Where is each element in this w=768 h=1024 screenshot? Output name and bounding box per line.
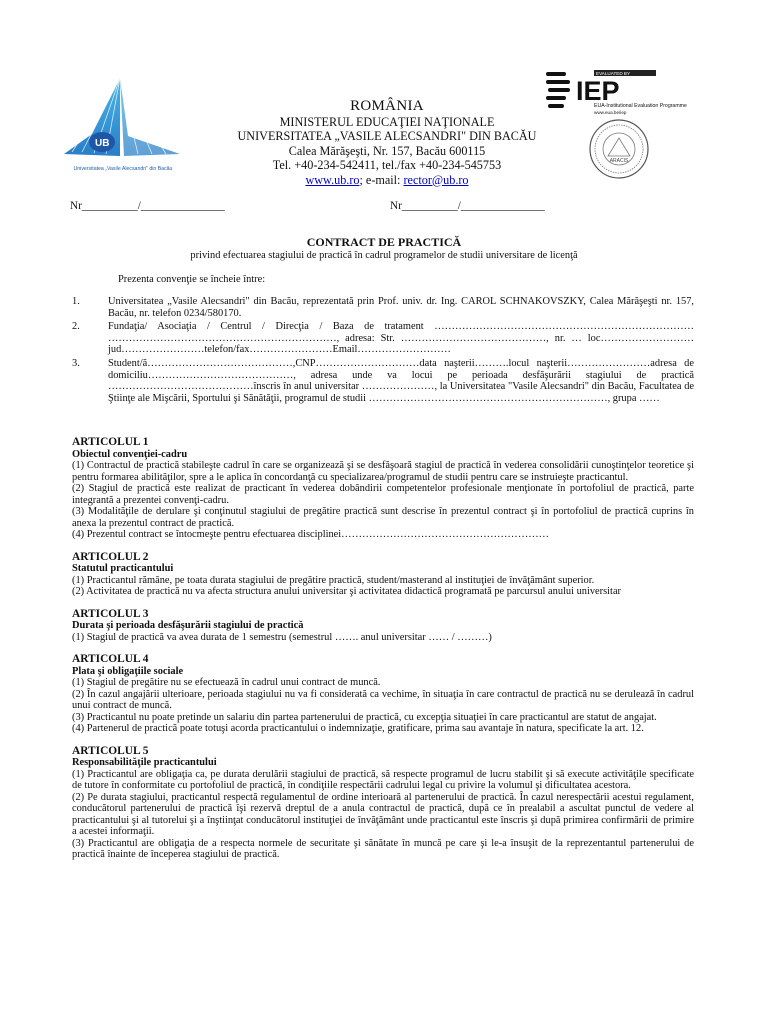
contract-title: CONTRACT DE PRACTICĂ <box>306 235 462 249</box>
university-address: Calea Mărăşeşti, Nr. 157, Bacău 600115 <box>288 143 486 158</box>
iep-brand-text: IEP <box>576 76 620 106</box>
party-text: Fundaţia/ Asociaţia / Centrul / Direcţia / Baza de tratament ………………………………………………………………… …………………………………………………………, adresa: Str. ……………………………………, nr. … loc………………………jud……………………telefon/fax……………………Email……………………… <box>108 321 694 356</box>
articles <box>72 436 694 871</box>
university-logo-caption: Universitatea „Vasile Alecsandri" din Bacău <box>73 166 173 172</box>
party-text: Universitatea „Vasile Alecsandri" din Bacău, reprezentată prin Prof. univ. dr. Ing. CAROL SCHNAKOVSZKY, Calea Mărăşeşti nr. 157, Bacău, nr. telefon 0234/580170. <box>108 296 694 319</box>
article-subtitle: Statutul practicantului <box>72 563 174 574</box>
party-text: Student/ă……………………………………,CNP…………………………data naşterii……….locul naşterii……………………adresa de domiciliu……………………………………, adresa unde va locui pe perioada desfăşurării stagiului de practică ……………………………………înscris în anul universitar …………………, la Universitatea "Vasile Alecsandri" din Bacău, Facultatea de Ştiinţe ale Mişcării, Sportului şi Sănătăţii, programul de studii ……………………………………………………………, grupa …… <box>108 357 694 404</box>
article-title: ARTICOLUL 2 <box>72 550 149 563</box>
university-phones: Tel. +40-234-542411, tel./fax +40-234-545753 <box>272 158 502 173</box>
ministry-name: MINISTERUL EDUCAŢIEI NAŢIONALE <box>279 115 495 129</box>
party-item <box>72 358 694 404</box>
article-subtitle: Responsabilităţile practicantului <box>72 757 217 768</box>
article-paragraph: (1) Stagiul de pregătire nu se efectuează în cadrul unui contract de muncă. <box>72 677 381 688</box>
article-5 <box>72 745 694 861</box>
seal-text: ARACIS <box>609 158 629 164</box>
party-number: 1. <box>72 296 80 307</box>
article-paragraph: (2) Stagiul de practică este realizat de practicant în vederea dobândirii competentelor profesionale menţionate în portofoliul de practică, parte integrantă a prezentei convenţi-cadru. <box>72 483 694 506</box>
party-number: 2. <box>72 321 80 333</box>
article-paragraph: (3) Practicantul are obligaţia de a respecta normele de securitate şi sănătate în muncă pe care şi le-a însuşit de la reprezentantul partenerului de practică înainte de începerea stagiului de practică. <box>72 837 694 860</box>
article-paragraph: (4) Partenerul de practică poate totuşi acorda practicantului o indemnizaţie, gratificare, prima sau avantaje în natura, specificate la art. 12. <box>72 723 644 734</box>
country-name: ROMÂNIA <box>350 98 424 114</box>
email-link[interactable]: rector@ub.ro <box>403 172 469 187</box>
party-item <box>72 296 694 319</box>
article-paragraph: (2) Pe durata stagiului, practicantul respectă regulamentul de ordine interioară al partenerului de practică. În cazul nerespectării acestui regulament, conducătorul partenerului de practică îşi rezervă dreptul de a anula contractul de practică, după ce în prealabil a ascultat punctul de vedere al practicantului şi al tutorelui şi a înştiinţat conducătorul instituţiei de învăţământ unde practicantul este înscris şi după primirea confirmării de primire a acestei informaţii. <box>72 791 694 837</box>
article-subtitle: Durata şi perioada desfăşurării stagiului de practică <box>72 620 304 631</box>
contract-subtitle: privind efectuarea stagiului de practică în cadrul programelor de studii universitare de licenţă <box>190 250 578 261</box>
article-paragraph: (1) Practicantul rămâne, pe toata durata stagiului de pregătire practică, student/masterand al instituţiei de învăţământ superior. <box>72 574 595 586</box>
article-paragraph: (1) Practicantul are obligaţia ca, pe durata derulării stagiului de practică, să respecte programul de lucru stabilit şi să execute activităţile specificate de tutore în conformitate cu portofoliul de practică, în condiţiile respectării cadrului legal cu privire la volumul şi dificultatea acestora. <box>72 768 694 791</box>
contact-line <box>190 173 584 187</box>
university-logo <box>62 76 184 178</box>
article-paragraph: (3) Modalităţile de derulare şi conţinutul stagiului de pregătire practică sunt descrise în prezentul contract şi în portofoliul de practică cuprins în anexa la prezentul contract de practică. <box>72 506 694 529</box>
article-title: ARTICOLUL 3 <box>72 607 149 620</box>
article-paragraph: (2) Activitatea de practică nu va afecta structura anului universitar şi activitatea didactică programată pe parcursul anului universitar <box>72 586 622 597</box>
article-subtitle: Plata şi obligaţiile sociale <box>72 665 184 677</box>
website-link[interactable]: www.ub.ro <box>305 172 360 187</box>
article-paragraph: (3) Practicantul nu poate pretinde un salariu din partea partenerului de practică, cu excepţia situaţiei în care practicantul are statut de angajat. <box>72 711 657 723</box>
article-paragraph: (1) Stagiul de practică va avea durata de 1 semestru (semestrul ……. anul universitar …… / ………) <box>72 631 492 643</box>
article-paragraph: (1) Contractul de practică stabileşte cadrul în care se organizează şi se desfăşoară stagiul de practică în vederea consolidării cunoştinţelor teoretice şi pentru formarea abilităţilor, spre a le aplica în concordanţă cu specializarea/programul de studii pentru care se instruieşte practicantul. <box>72 460 694 483</box>
article-3 <box>72 608 694 644</box>
party-number: 3. <box>72 357 80 369</box>
article-title: ARTICOLUL 1 <box>72 436 149 448</box>
iep-programme-text: EUA-Institutional Evaluation Programme <box>594 103 687 109</box>
party-item <box>72 321 694 356</box>
article-2 <box>72 551 694 598</box>
registration-number-right: Nr__________/_______________ <box>390 200 545 212</box>
email-label: ; e-mail: <box>359 172 404 187</box>
article-title: ARTICOLUL 5 <box>72 744 149 757</box>
article-4 <box>72 653 694 735</box>
article-1 <box>72 436 694 541</box>
iep-evaluated-label: EVALUATED BY <box>596 71 631 76</box>
article-title: ARTICOLUL 4 <box>72 653 149 665</box>
article-paragraph: (2) În cazul angajării ulterioare, perioada stagiului nu va fi considerată ca vechime, în situaţia în care contractul de practică nu se derulează în cadrul unui contract de muncă. <box>72 688 694 711</box>
registration-number-left: Nr__________/_______________ <box>70 200 225 212</box>
iep-url-text: www.eua.be/iep <box>594 110 627 115</box>
university-name: UNIVERSITATEA „VASILE ALECSANDRI" DIN BACĂU <box>237 129 537 144</box>
parties-list <box>72 296 694 406</box>
accreditation-seal <box>588 118 650 180</box>
article-subtitle: Obiectul convenţiei-cadru <box>72 448 188 460</box>
svg-text:UB: UB <box>95 138 110 149</box>
contract-intro: Prezenta convenţie se încheie între: <box>118 274 266 285</box>
letterhead <box>190 98 584 187</box>
article-paragraph: (4) Prezentul contract se întocmeşte pentru efectuarea disciplinei…………………………………………………… <box>72 529 549 540</box>
